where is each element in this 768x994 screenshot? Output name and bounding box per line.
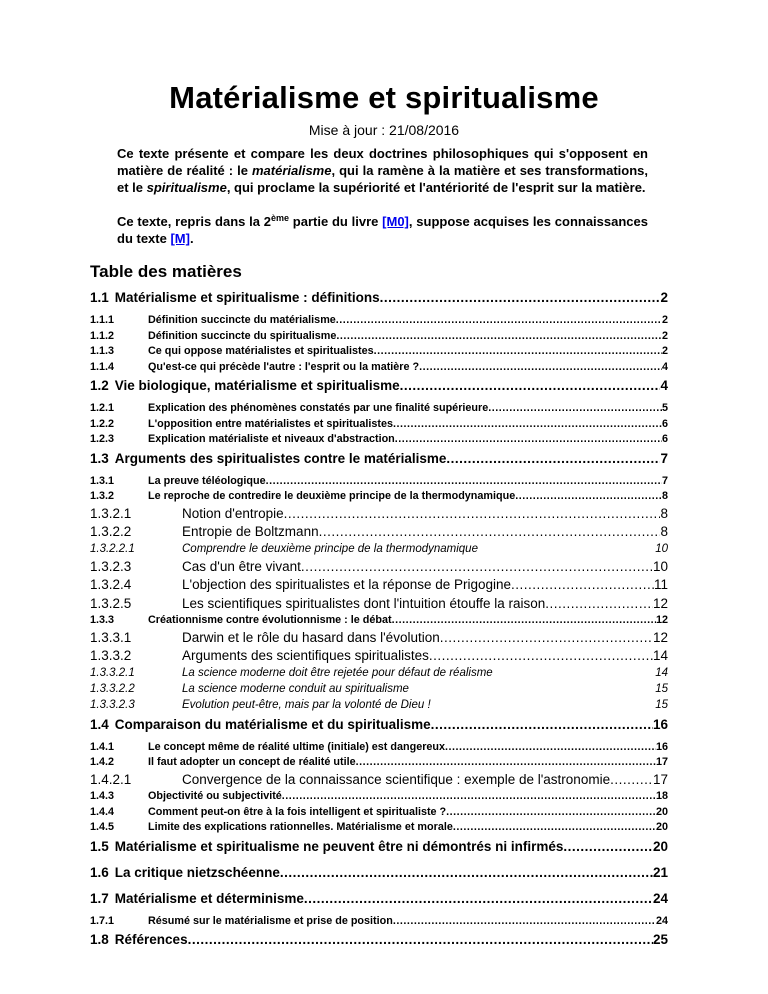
toc-entry-number: 1.3.3.2 (90, 648, 132, 663)
toc-entry[interactable] (90, 667, 668, 683)
toc-entry-title: Comprendre le deuxième principe de la thermodynamique (182, 542, 478, 555)
toc-entry-page: 17 (652, 771, 668, 787)
toc-dot-leader (445, 741, 656, 753)
toc-entry[interactable] (90, 345, 668, 361)
toc-entry-title: Matérialisme et spiritualisme ne peuvent être ni démontrés ni infirmés (114, 838, 564, 854)
toc-entry-page: 20 (655, 821, 668, 833)
toc-entry-page: 4 (661, 360, 668, 373)
toc-entry[interactable] (90, 839, 668, 863)
toc-entry-number: 1.3.3.2.2 (90, 682, 135, 695)
toc-entry-number: 1.4.2.1 (90, 771, 132, 787)
toc-entry-page: 7 (661, 474, 668, 487)
toc-entry[interactable] (90, 932, 668, 956)
toc-entry[interactable] (90, 330, 668, 346)
toc-entry-number: 1.8 (90, 932, 109, 947)
toc-dot-leader (446, 451, 660, 466)
toc-entry-title: Limite des explications rationnelles. Matérialisme et morale (148, 821, 453, 833)
toc-entry-number: 1.3.3.1 (90, 629, 132, 645)
toc-entry-number: 1.3.3.2.3 (90, 698, 135, 711)
intro1-text-2: , qui la ramène à la matière et ses transformations, et le (117, 163, 648, 195)
toc-entry-title: Cas d'un être vivant (182, 558, 301, 574)
toc-entry-number: 1.2.2 (90, 417, 115, 430)
toc-entry-title: Darwin et le rôle du hasard dans l'évolution (182, 629, 440, 645)
toc-entry[interactable] (90, 865, 668, 889)
intro1-text-3: , qui proclame la supériorité et l'antériorité de l'esprit sur la matière. (226, 180, 646, 195)
toc-entry-title: Le concept même de réalité ultime (initiale) est dangereux (148, 740, 446, 753)
intro1-emphasis-materialisme: matérialisme (251, 163, 332, 178)
toc-entry[interactable] (90, 741, 668, 757)
toc-dot-leader (393, 418, 662, 430)
toc-dot-leader (545, 596, 653, 611)
toc-dot-leader (400, 378, 661, 393)
toc-entry[interactable] (90, 433, 668, 449)
toc-entry[interactable] (90, 290, 668, 314)
intro-paragraph-2 (117, 213, 648, 247)
toc-entry-title: Convergence de la connaissance scientifique : exemple de l'astronomie (182, 771, 611, 787)
toc-entry-number: 1.3.3.2.1 (90, 666, 135, 679)
toc-entry-page: 8 (660, 505, 668, 521)
intro2-text-1: Ce texte, repris dans la 2 (117, 214, 272, 229)
toc-entry-title: Définition succincte du spiritualisme (148, 329, 337, 342)
toc-entry[interactable] (90, 524, 668, 543)
toc-entry-page: 20 (655, 805, 668, 818)
toc-entry[interactable] (90, 402, 668, 418)
reference-link-m[interactable]: [M] (170, 231, 190, 246)
toc-entry-page: 2 (661, 314, 668, 326)
toc-entry[interactable] (90, 543, 668, 559)
toc-entry-number: 1.4.2 (90, 756, 115, 768)
toc-entry-title: La preuve téléologique (148, 474, 266, 487)
reference-link-m0[interactable]: [M0] (382, 214, 409, 229)
toc-entry-number: 1.3.2.3 (90, 558, 132, 574)
toc-dot-leader (319, 524, 661, 539)
toc-entry[interactable] (90, 699, 668, 715)
toc-dot-leader (488, 402, 662, 414)
toc-dot-leader (356, 756, 656, 768)
toc-entry-title: Matérialisme et spiritualisme : définitions (114, 290, 380, 305)
toc-entry-page: 17 (655, 756, 668, 768)
toc-dot-leader (282, 790, 656, 802)
toc-dot-leader (429, 648, 653, 663)
toc-entry-page: 4 (660, 378, 668, 393)
toc-entry-title: Comment peut-on être à la fois intelligent et spiritualiste ? (148, 805, 447, 818)
toc-entry-title: L'objection des spiritualistes et la réponse de Prigogine (182, 577, 512, 592)
toc-entry-title: Il faut adopter un concept de réalité utile (148, 756, 356, 768)
toc-entry-page: 20 (652, 838, 668, 854)
toc-entry-number: 1.1.4 (90, 360, 115, 373)
toc-entry[interactable] (90, 683, 668, 699)
toc-entry-title: Le reproche de contredire le deuxième principe de la thermodynamique (148, 490, 516, 502)
toc-dot-leader (304, 891, 653, 906)
toc-entry-title: Matérialisme et déterminisme (114, 890, 304, 906)
toc-entry-title: Comparaison du matérialisme et du spiritualisme (114, 716, 431, 732)
intro-paragraph-1 (117, 145, 648, 196)
toc-entry[interactable] (90, 915, 668, 931)
toc-entry-page: 12 (652, 629, 668, 645)
toc-dot-leader (301, 559, 653, 574)
toc-entry[interactable] (90, 790, 668, 806)
toc-entry-page: 16 (652, 716, 668, 732)
toc-entry-number: 1.3.2 (90, 490, 115, 502)
toc-entry-title: La critique nietzschéenne (114, 864, 280, 880)
toc-entry-number: 1.3.2.4 (90, 577, 132, 592)
toc-entry[interactable] (90, 314, 668, 330)
toc-entry-title: La science moderne doit être rejetée pour défaut de réalisme (182, 666, 493, 679)
toc-entry-number: 1.2.1 (90, 402, 115, 414)
toc-entry[interactable] (90, 418, 668, 434)
toc-entry-title: Evolution peut-être, mais par la volonté de Dieu ! (182, 698, 431, 711)
toc-entry[interactable] (90, 506, 668, 525)
toc-entry-page: 12 (652, 595, 668, 611)
toc-entry-title: Explication matérialiste et niveaux d'abstraction (148, 433, 395, 445)
toc-entry-number: 1.5 (90, 838, 109, 854)
toc-entry-title: Les scientifiques spiritualistes dont l'intuition étouffe la raison (182, 595, 546, 611)
toc-dot-leader (419, 361, 662, 373)
toc-entry-number: 1.4.5 (90, 821, 115, 833)
toc-entry[interactable] (90, 806, 668, 822)
toc-dot-leader (380, 290, 661, 305)
toc-entry-title: Références (114, 932, 188, 947)
toc-dot-leader (515, 490, 662, 502)
toc-entry-number: 1.2 (90, 378, 109, 393)
toc-entry-number: 1.3.2.2.1 (90, 542, 135, 555)
toc-entry-number: 1.4.4 (90, 805, 115, 818)
toc-entry-number: 1.7.1 (90, 914, 115, 927)
toc-entry-number: 1.1.3 (90, 345, 115, 357)
toc-entry-page: 8 (661, 490, 668, 502)
toc-entry[interactable] (90, 361, 668, 377)
toc-entry-page: 7 (660, 450, 668, 466)
toc-entry-page: 5 (661, 402, 668, 414)
toc-entry-page: 8 (660, 524, 668, 539)
toc-dot-leader (563, 839, 653, 854)
toc-entry-title: Entropie de Boltzmann (182, 524, 319, 539)
toc-dot-leader (395, 433, 662, 445)
toc-dot-leader (188, 932, 653, 947)
toc-entry[interactable] (90, 559, 668, 578)
toc-entry[interactable] (90, 756, 668, 772)
toc-entry[interactable] (90, 821, 668, 837)
toc-entry[interactable] (90, 451, 668, 475)
toc-entry-title: Qu'est-ce qui précède l'autre : l'esprit ou la matière ? (148, 360, 420, 373)
toc-entry-number: 1.3.3 (90, 614, 115, 626)
toc-dot-leader (511, 577, 654, 592)
toc-entry-number: 1.1 (90, 290, 109, 305)
toc-entry-page: 2 (661, 345, 668, 357)
toc-entry-page: 24 (655, 914, 668, 927)
toc-entry-page: 24 (652, 890, 668, 906)
intro1-emphasis-spiritualisme: spiritualisme (146, 180, 227, 195)
toc-entry[interactable] (90, 490, 668, 506)
table-of-contents (90, 288, 668, 956)
toc-entry[interactable] (90, 596, 668, 615)
toc-entry-title: Explication des phénomènes constatés par une finalité supérieure (148, 402, 489, 414)
toc-entry-page: 25 (652, 932, 668, 947)
toc-entry-page: 21 (652, 864, 668, 880)
toc-entry-page: 2 (661, 329, 668, 342)
toc-entry-title: Vie biologique, matérialisme et spiritualisme (114, 378, 400, 393)
toc-entry-page: 14 (652, 648, 668, 663)
toc-entry-title: Résumé sur le matérialisme et prise de position (148, 914, 393, 927)
toc-entry-number: 1.4.3 (90, 790, 115, 802)
toc-entry-title: La science moderne conduit au spiritualisme (182, 682, 409, 695)
toc-entry-page: 12 (655, 614, 668, 626)
toc-heading: Table des matières (90, 262, 242, 281)
intro2-superscript: ème (271, 213, 290, 223)
toc-entry-number: 1.3.2.5 (90, 595, 132, 611)
toc-entry-title: Créationnisme contre évolutionnisme : le débat (148, 614, 392, 626)
intro2-text-2: partie du livre (289, 214, 383, 229)
toc-dot-leader (284, 506, 661, 521)
toc-entry-title: Arguments des scientifiques spiritualistes (182, 648, 429, 663)
toc-entry-page: 16 (655, 740, 668, 753)
toc-entry-title: L'opposition entre matérialistes et spiritualistes (148, 417, 393, 430)
toc-entry-number: 1.6 (90, 864, 109, 880)
toc-dot-leader (392, 614, 656, 626)
toc-entry-page: 10 (655, 542, 668, 555)
toc-dot-leader (453, 821, 656, 833)
toc-entry-number: 1.4.1 (90, 740, 115, 753)
toc-entry[interactable] (90, 475, 668, 491)
toc-entry-number: 1.1.2 (90, 329, 115, 342)
toc-dot-leader (446, 806, 656, 818)
toc-entry-number: 1.4 (90, 716, 109, 732)
intro2-text-3: , suppose acquises les connaissances du texte (117, 214, 648, 246)
toc-entry-page: 18 (655, 790, 668, 802)
toc-entry[interactable] (90, 614, 668, 630)
toc-dot-leader (431, 717, 653, 732)
toc-entry[interactable] (90, 717, 668, 741)
toc-entry-number: 1.3 (90, 450, 109, 466)
toc-entry-number: 1.2.3 (90, 433, 115, 445)
toc-entry-title: Ce qui oppose matérialistes et spiritualistes (148, 345, 374, 357)
toc-dot-leader (393, 915, 656, 927)
update-date: Mise à jour : 21/08/2016 (308, 122, 460, 138)
toc-entry-page: 15 (655, 682, 668, 695)
intro1-text-1: Ce texte présente et compare les deux doctrines philosophiques qui s'opposent en matière de réalité : le (117, 146, 648, 178)
toc-entry-number: 1.1.1 (90, 314, 115, 326)
toc-dot-leader (374, 345, 662, 357)
toc-entry-number: 1.3.2.2 (90, 524, 132, 539)
toc-entry[interactable] (90, 648, 668, 667)
toc-dot-leader (610, 772, 653, 787)
toc-entry-page: 6 (661, 433, 668, 445)
toc-entry-title: Objectivité ou subjectivité (148, 790, 282, 802)
toc-entry-title: Arguments des spiritualistes contre le matérialisme (114, 450, 447, 466)
intro2-text-4: . (189, 231, 194, 246)
toc-entry-page: 2 (660, 290, 668, 305)
toc-entry[interactable] (90, 891, 668, 915)
toc-entry-page: 14 (655, 666, 668, 679)
toc-dot-leader (440, 630, 653, 645)
toc-dot-leader (280, 865, 653, 880)
toc-entry-page: 15 (655, 698, 668, 711)
toc-entry-page: 10 (652, 558, 668, 574)
toc-entry-number: 1.7 (90, 890, 109, 906)
toc-entry[interactable] (90, 772, 668, 791)
toc-entry[interactable] (90, 577, 668, 596)
toc-entry[interactable] (90, 630, 668, 649)
toc-entry-title: Définition succincte du matérialisme (148, 314, 336, 326)
document-title: Matérialisme et spiritualisme (169, 80, 599, 115)
toc-entry-page: 6 (661, 417, 668, 430)
toc-dot-leader (336, 330, 662, 342)
toc-entry-number: 1.3.1 (90, 474, 115, 487)
toc-dot-leader (336, 314, 662, 326)
toc-entry-number: 1.3.2.1 (90, 505, 132, 521)
toc-entry-title: Notion d'entropie (182, 505, 284, 521)
toc-dot-leader (266, 475, 662, 487)
toc-entry-page: 11 (653, 577, 668, 592)
toc-entry[interactable] (90, 378, 668, 402)
